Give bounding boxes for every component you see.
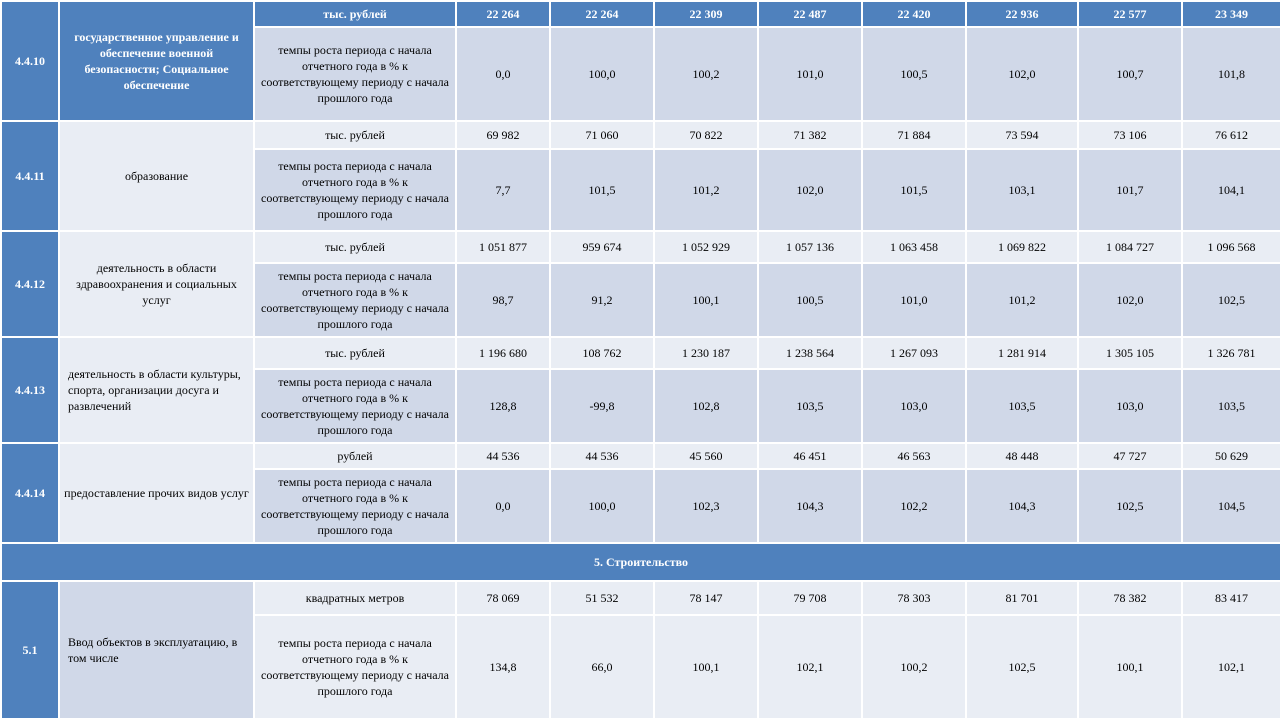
rate-label: темпы роста периода с начала отчетного года в % к соответствующему периоду с начала прошлого года [254, 149, 456, 231]
rate-cell: 100,0 [550, 27, 654, 121]
value-cell: 22 936 [966, 1, 1078, 27]
rate-cell: 104,1 [1182, 149, 1280, 231]
rate-cell: 102,1 [758, 615, 862, 719]
value-cell: 78 147 [654, 581, 758, 615]
rate-cell: 7,7 [456, 149, 550, 231]
row-code: 4.4.11 [1, 121, 59, 231]
rate-cell: 102,0 [1078, 263, 1182, 337]
rate-cell: 100,7 [1078, 27, 1182, 121]
rate-cell: 103,5 [966, 369, 1078, 443]
value-cell: 22 487 [758, 1, 862, 27]
row-name: предоставление прочих видов услуг [59, 443, 254, 543]
value-cell: 48 448 [966, 443, 1078, 469]
rate-cell: 0,0 [456, 27, 550, 121]
row-name: деятельность в области здравоохранения и социальных услуг [59, 231, 254, 337]
rate-cell: 102,8 [654, 369, 758, 443]
value-cell: 78 303 [862, 581, 966, 615]
rate-label: темпы роста периода с начала отчетного года в % к соответствующему периоду с начала прошлого года [254, 469, 456, 543]
value-cell: 1 051 877 [456, 231, 550, 263]
value-cell: 81 701 [966, 581, 1078, 615]
rate-cell: 103,0 [862, 369, 966, 443]
rate-cell: 100,0 [550, 469, 654, 543]
value-cell: 1 238 564 [758, 337, 862, 369]
rate-cell: 100,5 [758, 263, 862, 337]
rate-cell: 104,3 [758, 469, 862, 543]
value-cell: 45 560 [654, 443, 758, 469]
rate-label: темпы роста периода с начала отчетного года в % к соответствующему периоду с начала прошлого года [254, 27, 456, 121]
value-cell: 71 060 [550, 121, 654, 149]
section-title: 5. Строительство [1, 543, 1280, 581]
rate-cell: 100,5 [862, 27, 966, 121]
row-name: Ввод объектов в эксплуатацию, в том числе [59, 581, 254, 719]
rate-cell: 101,0 [758, 27, 862, 121]
rate-cell: 100,1 [1078, 615, 1182, 719]
row-code: 4.4.12 [1, 231, 59, 337]
row-code: 4.4.10 [1, 1, 59, 121]
table-row [1, 231, 1280, 263]
rate-cell: 102,3 [654, 469, 758, 543]
value-cell: 76 612 [1182, 121, 1280, 149]
rate-cell: 103,0 [1078, 369, 1182, 443]
value-cell: 1 230 187 [654, 337, 758, 369]
rate-cell: 66,0 [550, 615, 654, 719]
rate-cell: 104,3 [966, 469, 1078, 543]
row-code: 4.4.13 [1, 337, 59, 443]
value-cell: 79 708 [758, 581, 862, 615]
value-cell: 22 309 [654, 1, 758, 27]
rate-cell: 102,5 [1182, 263, 1280, 337]
value-cell: 1 063 458 [862, 231, 966, 263]
rate-cell: 0,0 [456, 469, 550, 543]
table-row [1, 1, 1280, 27]
value-cell: 22 577 [1078, 1, 1182, 27]
rate-cell: 102,5 [1078, 469, 1182, 543]
table-row [1, 443, 1280, 469]
row-name: образование [59, 121, 254, 231]
value-cell: 959 674 [550, 231, 654, 263]
value-cell: 71 382 [758, 121, 862, 149]
rate-cell: 100,1 [654, 263, 758, 337]
value-cell: 22 264 [456, 1, 550, 27]
unit-label: тыс. рублей [254, 121, 456, 149]
table-row [1, 581, 1280, 615]
rate-cell: 102,0 [966, 27, 1078, 121]
value-cell: 44 536 [550, 443, 654, 469]
unit-label: квадратных метров [254, 581, 456, 615]
unit-label: тыс. рублей [254, 337, 456, 369]
rate-cell: 103,5 [1182, 369, 1280, 443]
value-cell: 70 822 [654, 121, 758, 149]
row-code: 4.4.14 [1, 443, 59, 543]
rate-cell: 100,2 [654, 27, 758, 121]
rate-cell: 101,5 [550, 149, 654, 231]
row-code: 5.1 [1, 581, 59, 719]
value-cell: 83 417 [1182, 581, 1280, 615]
value-cell: 1 052 929 [654, 231, 758, 263]
rate-cell: 102,0 [758, 149, 862, 231]
unit-label: рублей [254, 443, 456, 469]
value-cell: 78 069 [456, 581, 550, 615]
unit-label: тыс. рублей [254, 231, 456, 263]
unit-label: тыс. рублей [254, 1, 456, 27]
rate-cell: 103,1 [966, 149, 1078, 231]
rate-cell: 102,1 [1182, 615, 1280, 719]
value-cell: 1 281 914 [966, 337, 1078, 369]
value-cell: 47 727 [1078, 443, 1182, 469]
value-cell: 1 196 680 [456, 337, 550, 369]
value-cell: 73 594 [966, 121, 1078, 149]
rate-cell: 101,7 [1078, 149, 1182, 231]
value-cell: 1 084 727 [1078, 231, 1182, 263]
value-cell: 1 267 093 [862, 337, 966, 369]
rate-cell: 128,8 [456, 369, 550, 443]
value-cell: 46 451 [758, 443, 862, 469]
value-cell: 73 106 [1078, 121, 1182, 149]
value-cell: 50 629 [1182, 443, 1280, 469]
rate-cell: 104,5 [1182, 469, 1280, 543]
table-row [1, 121, 1280, 149]
rate-cell: 102,5 [966, 615, 1078, 719]
value-cell: 51 532 [550, 581, 654, 615]
value-cell: 1 096 568 [1182, 231, 1280, 263]
value-cell: 44 536 [456, 443, 550, 469]
value-cell: 1 057 136 [758, 231, 862, 263]
value-cell: 71 884 [862, 121, 966, 149]
rate-cell: 134,8 [456, 615, 550, 719]
row-name: деятельность в области культуры, спорта, организации досуга и развлечений [59, 337, 254, 443]
rate-cell: 100,2 [862, 615, 966, 719]
rate-cell: -99,8 [550, 369, 654, 443]
value-cell: 23 349 [1182, 1, 1280, 27]
rate-label: темпы роста периода с начала отчетного года в % к соответствующему периоду с начала прошлого года [254, 369, 456, 443]
rate-cell: 101,0 [862, 263, 966, 337]
value-cell: 108 762 [550, 337, 654, 369]
value-cell: 1 326 781 [1182, 337, 1280, 369]
value-cell: 46 563 [862, 443, 966, 469]
value-cell: 69 982 [456, 121, 550, 149]
value-cell: 1 305 105 [1078, 337, 1182, 369]
row-name: государственное управление и обеспечение военной безопасности; Социальное обеспечение [59, 1, 254, 121]
value-cell: 22 264 [550, 1, 654, 27]
rate-cell: 101,2 [654, 149, 758, 231]
rate-cell: 91,2 [550, 263, 654, 337]
rate-cell: 100,1 [654, 615, 758, 719]
value-cell: 1 069 822 [966, 231, 1078, 263]
rate-cell: 103,5 [758, 369, 862, 443]
rate-cell: 98,7 [456, 263, 550, 337]
section-row [1, 543, 1280, 581]
rate-cell: 102,2 [862, 469, 966, 543]
table-row [1, 337, 1280, 369]
value-cell: 22 420 [862, 1, 966, 27]
rate-cell: 101,2 [966, 263, 1078, 337]
rate-label: темпы роста периода с начала отчетного года в % к соответствующему периоду с начала прошлого года [254, 263, 456, 337]
rate-label: темпы роста периода с начала отчетного года в % к соответствующему периоду с начала прошлого года [254, 615, 456, 719]
rate-cell: 101,8 [1182, 27, 1280, 121]
rate-cell: 101,5 [862, 149, 966, 231]
value-cell: 78 382 [1078, 581, 1182, 615]
